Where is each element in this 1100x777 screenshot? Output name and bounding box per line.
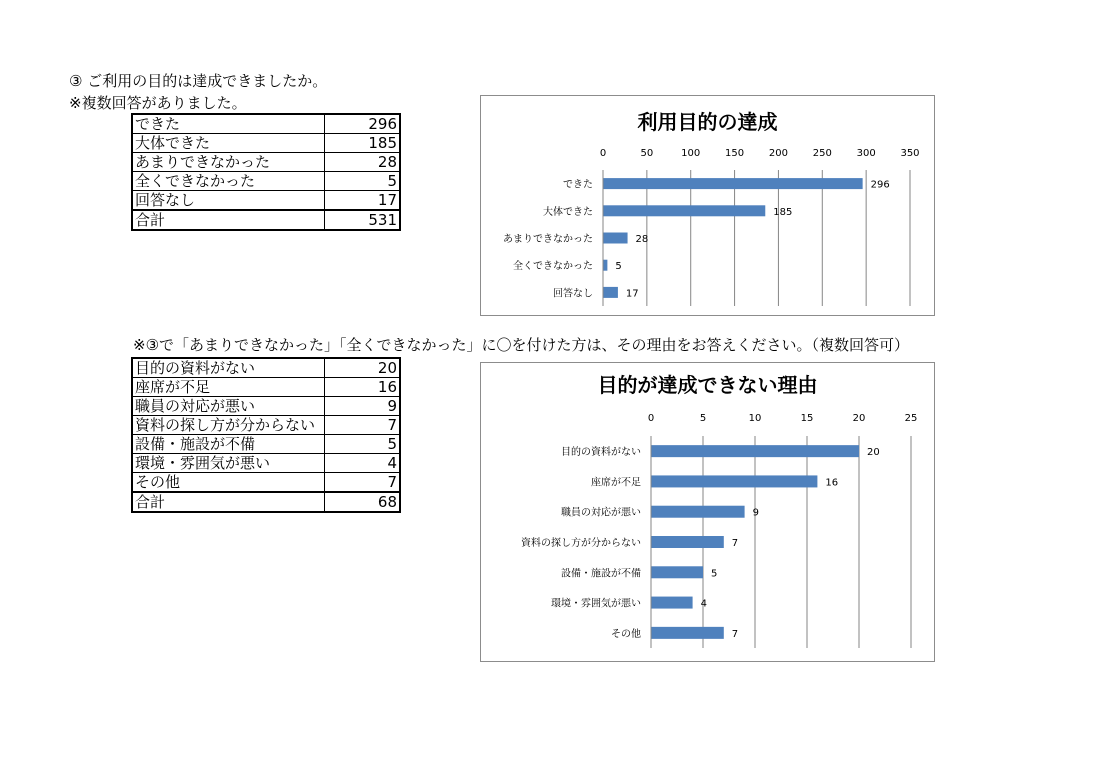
data-label: 28 <box>635 234 649 245</box>
bar <box>651 597 693 609</box>
table-cell-label: 目的の資料がない <box>132 358 325 378</box>
table-row <box>132 416 400 435</box>
data-label: 7 <box>731 628 739 640</box>
category-label: あまりできなかった <box>503 234 593 245</box>
data-label: 16 <box>825 477 839 489</box>
x-tick-label: 300 <box>856 148 876 159</box>
table-cell-value: 28 <box>325 153 401 172</box>
table-cell-value: 20 <box>325 358 401 378</box>
category-label: 設備・施設が不備 <box>561 568 641 580</box>
question-title: ③ ご利用の目的は達成できましたか。 <box>69 72 328 90</box>
category-label: 職員の対応が悪い <box>561 507 641 519</box>
table-cell-value: 531 <box>325 210 401 230</box>
multiple-answers-note: ※複数回答がありました。 <box>69 94 247 112</box>
x-tick-label: 200 <box>768 148 788 159</box>
data-label: 185 <box>773 206 793 218</box>
x-tick-label: 250 <box>812 148 832 159</box>
category-label: 全くできなかった <box>513 261 593 273</box>
table-cell-value: 7 <box>325 416 401 435</box>
table-row <box>132 114 400 134</box>
x-tick-label: 150 <box>725 148 745 159</box>
x-tick-label: 5 <box>699 413 707 424</box>
data-label: 9 <box>752 507 759 519</box>
table-cell-label: その他 <box>132 473 325 493</box>
reasons-chart-svg <box>481 363 934 661</box>
data-label: 5 <box>711 568 718 580</box>
category-label: できた <box>563 179 593 191</box>
reason-question-note: ※③で「あまりできなかった」「全くできなかった」に〇を付けた方は、その理由をお答えください。（複数回答可） <box>133 336 910 354</box>
table-row <box>132 172 400 191</box>
table-row <box>132 358 400 378</box>
table-row <box>132 191 400 211</box>
category-label: 資料の探し方が分からない <box>521 538 641 549</box>
table-cell-value: 4 <box>325 454 401 473</box>
category-label: 回答なし <box>553 288 593 300</box>
achievement-table-body <box>132 114 400 230</box>
data-label: 7 <box>731 538 739 549</box>
table-total-row <box>132 210 400 230</box>
table-cell-label: 環境・雰囲気が悪い <box>132 454 325 473</box>
x-tick-label: 350 <box>900 148 920 159</box>
table-cell-value: 17 <box>325 191 401 211</box>
table-row <box>132 134 400 153</box>
table-cell-value: 9 <box>325 397 401 416</box>
table-cell-label: できた <box>132 114 325 134</box>
x-tick-label: 100 <box>681 148 701 159</box>
achievement-chart-svg <box>481 96 934 315</box>
reasons-table <box>131 357 401 513</box>
table-cell-label: 設備・施設が不備 <box>132 435 325 454</box>
table-row <box>132 473 400 493</box>
table-cell-label: 全くできなかった <box>132 172 325 191</box>
table-cell-label: 合計 <box>132 492 325 512</box>
bar <box>651 475 817 487</box>
table-cell-label: 回答なし <box>132 191 325 211</box>
bar <box>603 287 618 298</box>
table-row <box>132 435 400 454</box>
table-cell-label: あまりできなかった <box>132 153 325 172</box>
table-row <box>132 378 400 397</box>
table-row <box>132 153 400 172</box>
category-label: 目的の資料がない <box>561 447 641 459</box>
data-label: 5 <box>615 261 622 273</box>
reasons-table-body <box>132 358 400 512</box>
category-label: 環境・雰囲気が悪い <box>551 598 641 610</box>
data-label: 20 <box>867 447 880 459</box>
table-cell-label: 大体できた <box>132 134 325 153</box>
table-row <box>132 397 400 416</box>
x-tick-label: 25 <box>904 413 918 424</box>
table-cell-value: 16 <box>325 378 401 397</box>
category-label: 大体できた <box>543 206 593 218</box>
reasons-chart <box>480 362 935 662</box>
bar <box>651 445 859 457</box>
bar <box>651 627 724 639</box>
bar <box>651 566 703 578</box>
chart-title: 目的が達成できない理由 <box>597 373 818 397</box>
x-tick-label: 20 <box>852 413 866 424</box>
x-tick-label: 0 <box>599 148 607 159</box>
achievement-table <box>131 113 401 231</box>
data-label: 17 <box>625 288 639 300</box>
bar <box>651 506 745 518</box>
bar <box>603 178 863 189</box>
x-tick-label: 0 <box>647 413 655 424</box>
bar <box>651 536 724 548</box>
bar <box>603 260 607 271</box>
table-cell-value: 296 <box>325 114 401 134</box>
table-total-row <box>132 492 400 512</box>
table-cell-label: 合計 <box>132 210 325 230</box>
achievement-chart <box>480 95 935 316</box>
table-cell-value: 7 <box>325 473 401 493</box>
table-cell-label: 資料の探し方が分からない <box>132 416 325 435</box>
x-tick-label: 50 <box>640 148 654 159</box>
chart-title: 利用目的の達成 <box>637 110 778 134</box>
category-label: その他 <box>611 628 641 640</box>
table-cell-value: 5 <box>325 172 401 191</box>
table-cell-value: 68 <box>325 492 401 512</box>
table-row <box>132 454 400 473</box>
data-label: 296 <box>870 179 890 191</box>
table-cell-label: 座席が不足 <box>132 378 325 397</box>
category-label: 座席が不足 <box>591 477 641 489</box>
data-label: 4 <box>700 598 707 610</box>
x-tick-label: 15 <box>800 413 814 424</box>
table-cell-value: 5 <box>325 435 401 454</box>
x-tick-label: 10 <box>748 413 762 424</box>
bar <box>603 205 765 216</box>
bar <box>603 233 628 244</box>
table-cell-label: 職員の対応が悪い <box>132 397 325 416</box>
table-cell-value: 185 <box>325 134 401 153</box>
